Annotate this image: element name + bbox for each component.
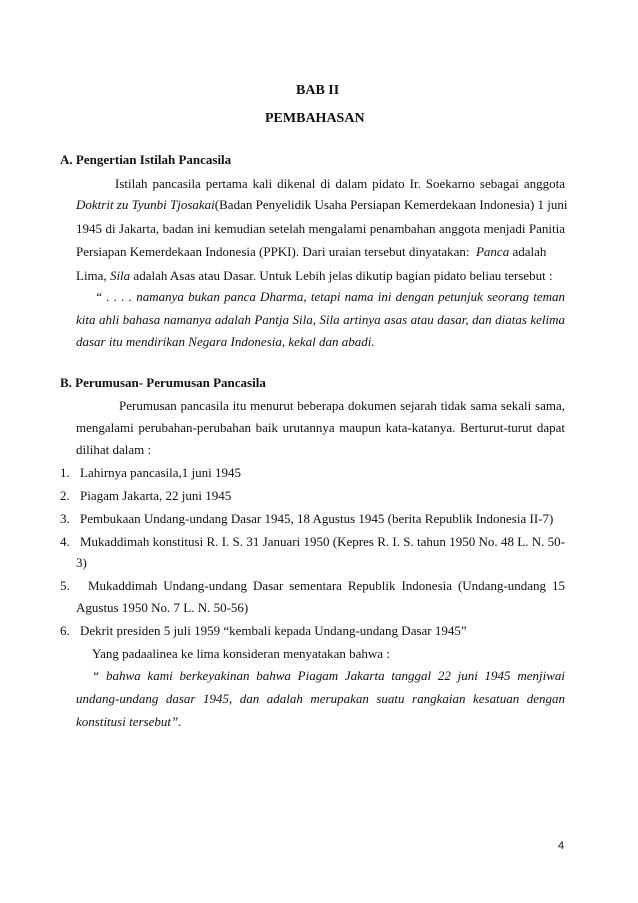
list-number-4: 4.: [60, 534, 70, 549]
list-item-3: Pembukaan Undang-undang Dasar 1945, 18 Agustus 1945 (berita Republik Indonesia II-7): [80, 511, 554, 526]
list-item-2: Piagam Jakarta, 22 juni 1945: [80, 488, 232, 503]
section-a-line-5: [76, 267, 553, 284]
list-item-4-line-1: Mukaddimah konstitusi R. I. S. 31 Januari 1950 (Kepres R. I. S. tahun 1950 No. 48 L. N. 50-: [80, 534, 565, 549]
doktrit-term: Doktrit zu Tyunbi Tjosakai: [76, 197, 215, 212]
quote-a-line-1: “ . . . . namanya bukan panca Dharma, tetapi nama ini dengan petunjuk seorang teman: [95, 289, 565, 304]
lima-text: Lima,: [76, 268, 107, 283]
sila-term: Sila: [109, 268, 131, 283]
quote-b-line-3: konstitusi tersebut”.: [76, 714, 182, 729]
section-b-heading: B. Perumusan- Perumusan Pancasila: [60, 375, 266, 390]
list-item-4-line-2: 3): [76, 555, 87, 570]
section-b-intro-3: dilihat dalam :: [76, 442, 152, 457]
section-a-line-4: [76, 243, 546, 260]
section-b-intro-2: mengalami perubahan-perubahan baik urutannya maupun kata-katanya. Berturut-turut dapat: [76, 420, 565, 435]
list-item-1: Lahirnya pancasila,1 juni 1945: [80, 465, 242, 480]
page-number: 4: [558, 840, 565, 852]
section-a-line-4-text: Persiapan Kemerdekaan Indonesia (PPKI). Dari uraian tersebut dinyatakan:: [76, 244, 470, 259]
list-item-6: Dekrit presiden 5 juli 1959 “kembali kepada Undang-undang Dasar 1945”: [80, 623, 467, 638]
section-a-line-5-text: adalah Asas atau Dasar. Untuk Lebih jelas dikutip bagian pidato beliau tersebut :: [133, 268, 553, 283]
quote-a-line-3: dasar itu mendirikan Negara Indonesia, kekal dan abadi.: [76, 334, 375, 349]
list-item-5-line-2: Agustus 1950 No. 7 L. N. 50-56): [76, 600, 249, 615]
section-a-line-2: [76, 196, 568, 213]
section-a-line-1: Istilah pancasila pertama kali dikenal di dalam pidato Ir. Soekarno sebagai anggota: [115, 176, 565, 191]
section-a-heading: A. Pengertian Istilah Pancasila: [60, 152, 232, 167]
list-item-5-line-1: Mukaddimah Undang-undang Dasar sementara Republik Indonesia (Undang-undang 15: [88, 578, 565, 593]
chapter-number: BAB II: [296, 83, 340, 98]
quote-b-line-1: “ bahwa kami berkeyakinan bahwa Piagam Jakarta tanggal 22 juni 1945 menjiwai: [92, 668, 565, 683]
section-a-line-3: 1945 di Jakarta, badan ini kemudian setelah mengalami penambahan anggota menjadi Panitia: [76, 221, 565, 236]
quote-a-line-2: kita ahli bahasa namanya adalah Pantja Sila, Sila artinya asas atau dasar, dan diatas kelima: [76, 312, 565, 327]
panca-term: Panca: [475, 244, 510, 259]
list-number-3: 3.: [60, 511, 70, 526]
section-a-line-2-text: (Badan Penyelidik Usaha Persiapan Kemerdekaan Indonesia) 1 juni: [214, 197, 568, 212]
list-number-6: 6.: [60, 623, 70, 638]
list-number-1: 1.: [60, 465, 70, 480]
after-item-6: Yang padaalinea ke lima konsideran menyatakan bahwa :: [92, 646, 390, 661]
list-number-2: 2.: [60, 488, 70, 503]
chapter-title: PEMBAHASAN: [265, 111, 365, 126]
section-b-intro-1: Perumusan pancasila itu menurut beberapa dokumen sejarah tidak sama sekali sama,: [119, 398, 565, 413]
quote-b-line-2: undang-undang dasar 1945, dan adalah merupakan suatu rangkaian kesatuan dengan: [76, 691, 565, 706]
list-number-5: 5.: [60, 578, 70, 593]
adalah-text: adalah: [512, 244, 547, 259]
